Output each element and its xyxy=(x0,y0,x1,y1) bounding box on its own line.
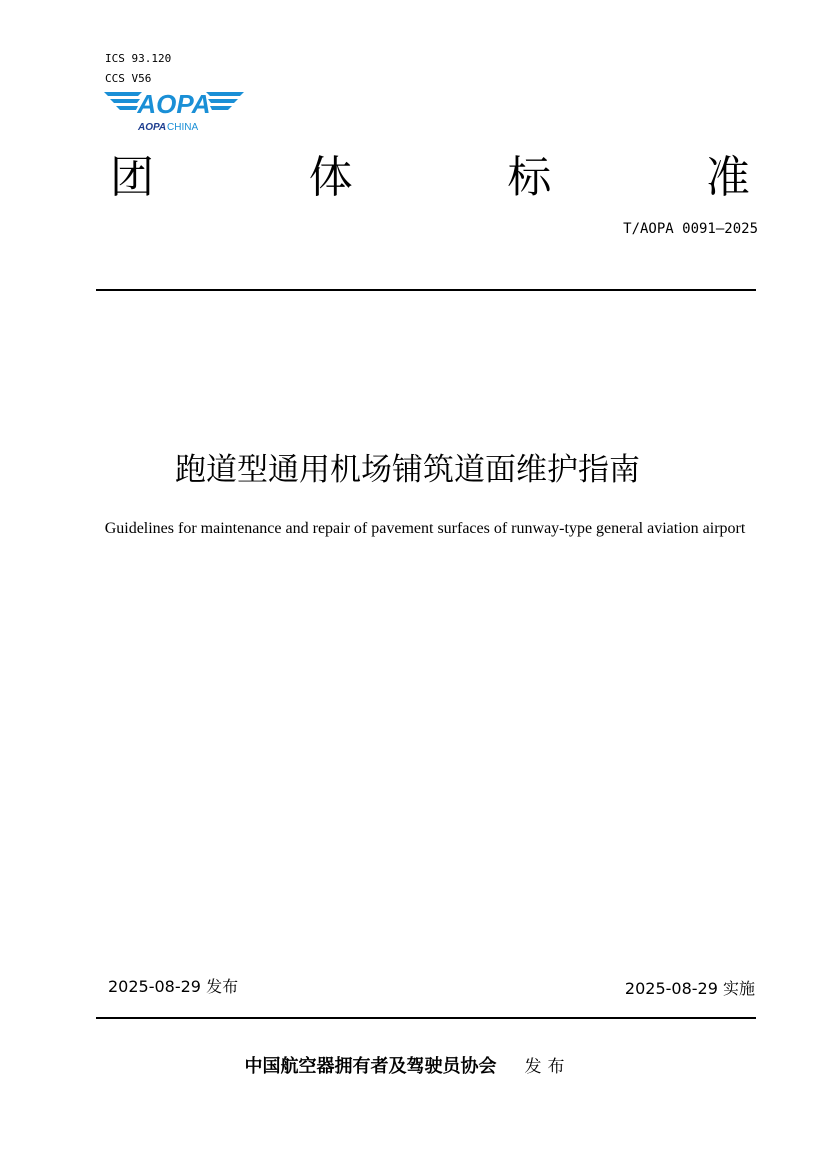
document-title-zh: 跑道型通用机场铺筑道面维护指南 xyxy=(175,452,640,488)
standard-type-char: 准 xyxy=(705,152,750,203)
publisher-line xyxy=(0,1052,815,1078)
logo-main-text: AOPA xyxy=(137,89,211,119)
ics-code: ICS 93.120 xyxy=(105,52,172,65)
document-title-en: Guidelines for maintenance and repair of pavement surfaces of runway-type general aviation airport xyxy=(104,520,746,537)
logo-sub-text: CHINA xyxy=(167,122,199,133)
bottom-divider xyxy=(96,1017,756,1019)
standard-type-char: 体 xyxy=(308,152,353,203)
ccs-code: CCS V56 xyxy=(105,72,152,85)
logo-sub-bold: AOPA xyxy=(138,122,167,133)
standard-type-char: 标 xyxy=(507,152,552,203)
implementation-date: 2025-08-29 实施 xyxy=(624,979,755,998)
top-divider xyxy=(96,289,756,291)
aopa-logo xyxy=(104,88,244,134)
standard-type-heading xyxy=(110,150,750,206)
publisher-action: 发布 xyxy=(524,1057,571,1077)
standard-type-char: 团 xyxy=(110,152,154,203)
publisher-org: 中国航空器拥有者及驾驶员协会 xyxy=(244,1056,497,1077)
standard-number: T/AOPA 0091—2025 xyxy=(623,221,758,237)
issue-date: 2025-08-29 发布 xyxy=(108,977,239,996)
